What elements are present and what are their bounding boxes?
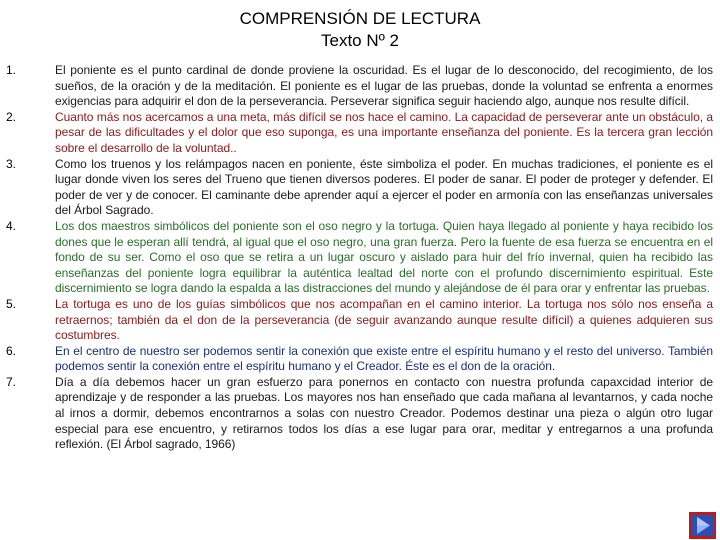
item-paragraph: En el centro de nuestro ser podemos sentir la conexión que existe entre el espíritu humano y el resto del universo. También podemos sentir la conexión entre el espíritu humano y el Creador. Éste es el don de la oración. xyxy=(55,343,713,374)
title-line-1: COMPRENSIÓN DE LECTURA xyxy=(239,9,481,28)
item-paragraph: Los dos maestros simbólicos del poniente son el oso negro y la tortuga. Quien haya llegado al poniente y haya recibido los dones que le esperan allí tendrá, al igual que el oso negro, una gran fuerza. Pero la fuente de esa fuerza se encuentra en el fondo de su ser. Como el oso que se retira a un lugar oscuro y aislado para huir del frío invernal, quien ha recibido las enseñanzas del poniente logra equilibrar la auténtica lealtad del norte con el profundo discernimiento espiritual. Este discernimiento se logra dando la espalda a las distracciones del mundo y alejándose de él para orar y enfrentar las pruebas. xyxy=(55,218,713,296)
item-paragraph: Como los truenos y los relámpagos nacen en poniente, éste simboliza el poder. En muchas tradiciones, el poniente es el lugar donde viven los seres del Trueno que tienen diversos poderes. El poder de sanar. El poder de proteger y defender. El poder de ver y de conocer. El caminante debe aprender aquí a ejercer el poder en armonía con las enseñanzas universales del Árbol Sagrado. xyxy=(55,156,713,218)
item-paragraph: La tortuga es uno de los guías simbólicos que nos acompañan en el camino interior. La tortuga nos sólo nos enseña a retraernos; también da el don de la perseverancia (de seguir avanzando aunque resulte difícil) a quienes adquieren sus costumbres. xyxy=(55,296,713,343)
item-paragraph: Día a día debemos hacer un gran esfuerzo para ponernos en contacto con nuestra profunda capaxcidad interior de aprendizaje y de responder a las pruebas. Los mayores nos han enseñado que cada mañana al levantarnos, y cada noche al irnos a dormir, debemos encontrarnos a solas con nuestro Creador. Podemos destinar una pieza o algún otro lugar especial para ese encuentro, y retirarnos todos los días a ese lugar para orar, meditar y entregarnos a una profunda reflexión. (El Árbol sagrado, 1966) xyxy=(55,374,713,452)
list-item xyxy=(0,344,720,375)
next-slide-button[interactable] xyxy=(689,512,716,539)
list-item xyxy=(0,110,720,157)
item-number: 1. xyxy=(6,63,17,77)
list-item xyxy=(0,297,720,344)
item-number: 2. xyxy=(6,109,17,124)
list-item xyxy=(0,63,720,110)
item-number: 3. xyxy=(6,156,17,171)
item-number: 7. xyxy=(6,374,17,389)
next-slide-icon xyxy=(689,512,716,539)
item-number: 6. xyxy=(6,343,17,358)
item-number: 4. xyxy=(6,218,17,233)
list-item xyxy=(0,219,720,297)
title-line-2: Texto Nº 2 xyxy=(320,31,400,50)
item-paragraph: El poniente es el punto cardinal de donde proviene la oscuridad. Es el lugar de lo desconocido, del recogimiento, de los sueños, de la oración y de la meditación. El poniente es el lugar de las pruebas, donde la voluntad se enfrenta a enormes exigencias para adquirir el don de la perseverancia. Perseverar significa seguir haciendo algo, aunque nos resulte difícil. xyxy=(55,63,713,109)
reading-list xyxy=(0,63,720,453)
item-number: 5. xyxy=(6,296,17,311)
page-title xyxy=(0,8,720,52)
list-item xyxy=(0,375,720,453)
item-paragraph: Cuanto más nos acercamos a una meta, más difícil se nos hace el camino. La capacidad de perseverar ante un obstáculo, a pesar de las dificultades y el dolor que eso suponga, es una importante enseñanza del poniente. Es la tercera gran lección sobre el desarrollo de la voluntad.. xyxy=(55,109,713,155)
list-item xyxy=(0,157,720,219)
